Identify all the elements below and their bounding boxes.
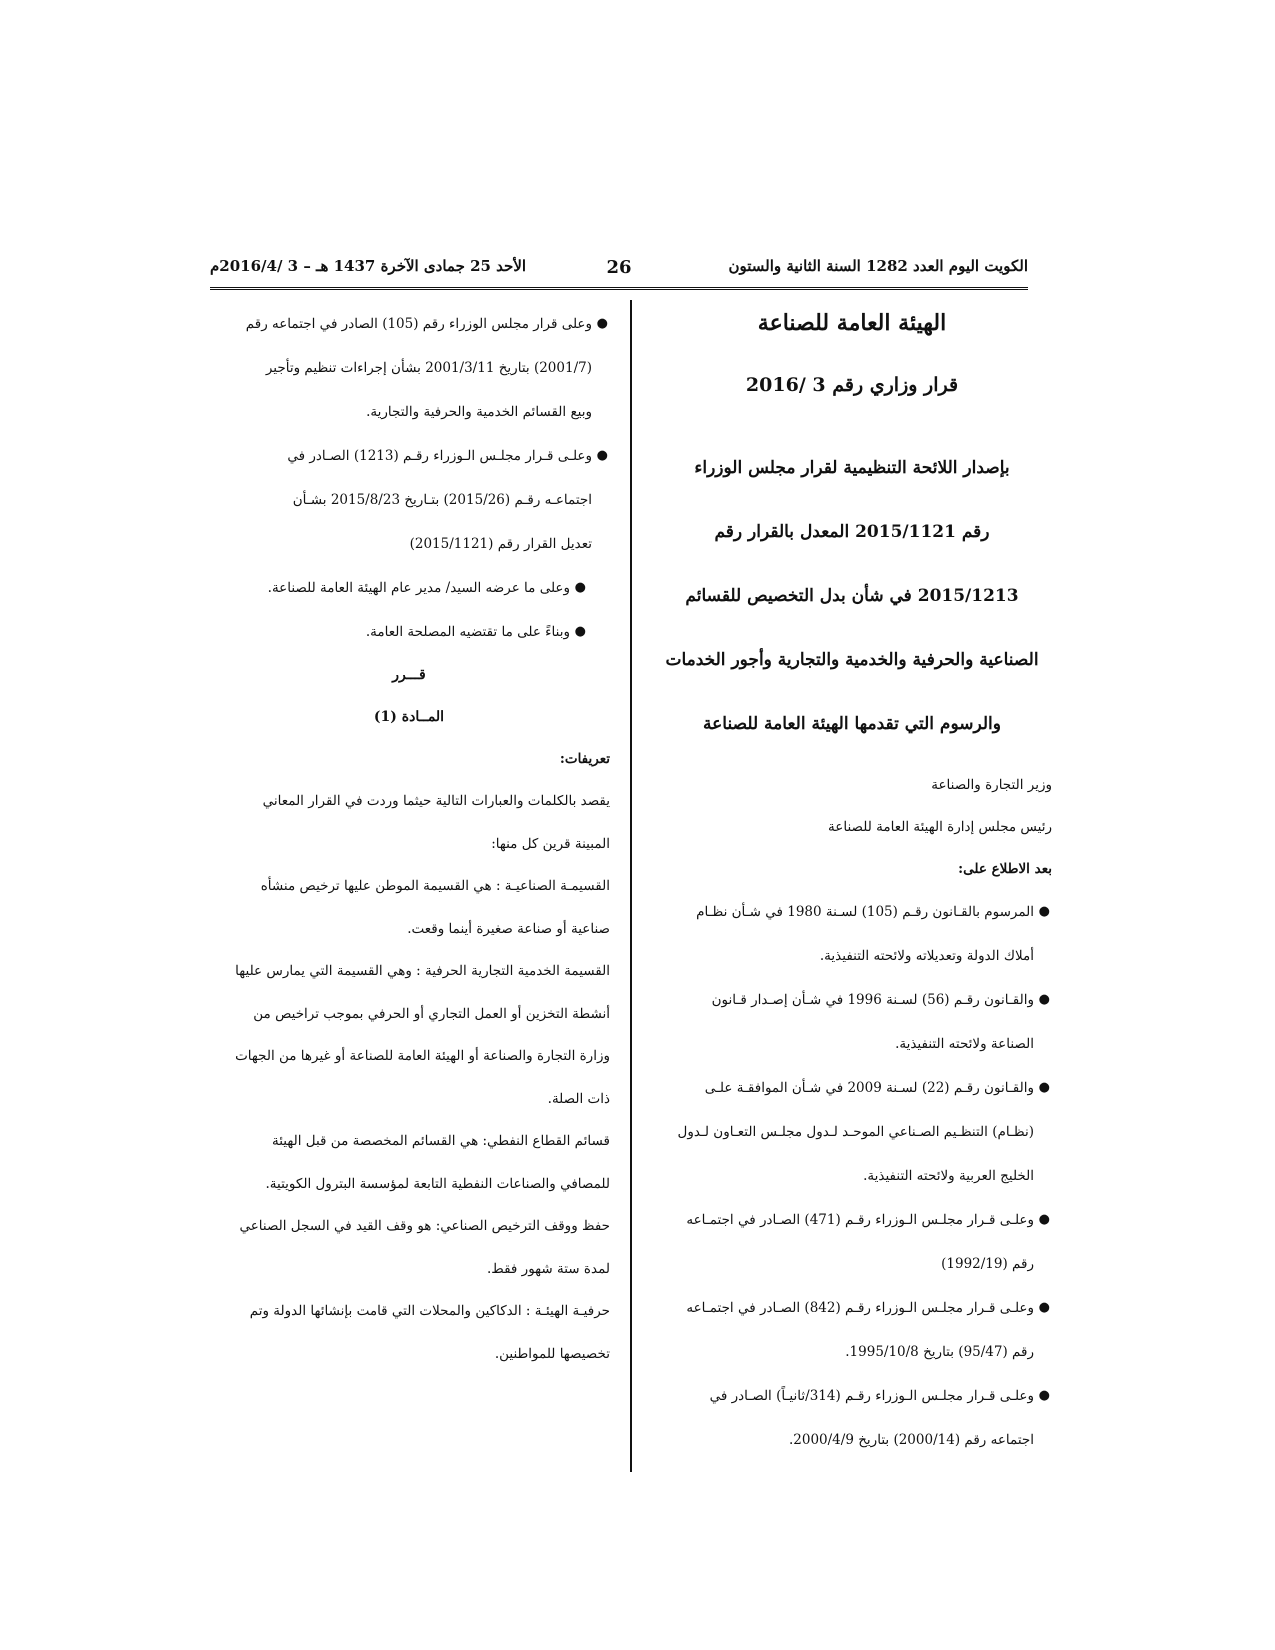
list-item: [208, 434, 610, 566]
decree-title-line: بإصدار اللائحة التنظيمية لقرار مجلس الوزراء: [694, 458, 1010, 478]
bullet-icon: ●: [574, 624, 586, 639]
list-item-text: المرسوم بالقـانون رقـم (105) لسـنة 1980 في شـأن نظـام: [696, 904, 1034, 920]
list-item-text: وعلـى قـرار مجلـس الـوزراء رقـم (842) الصـادر في اجتمـاعه: [686, 1300, 1034, 1316]
bullet-icon: ●: [574, 580, 586, 595]
bullet-icon: ●: [1038, 1388, 1050, 1403]
list-item: [652, 1286, 1052, 1374]
paragraph-line: المبينة قرين كل منها:: [491, 835, 610, 852]
after-review-line: بعد الاطلاع على:: [958, 861, 1052, 877]
paragraph-line: حرفيـة الهيئـة : الدكاكين والمحلات التي قامت بإنشائها الدولة وتم: [249, 1303, 610, 1319]
list-item-text: الصناعة ولائحته التنفيذية.: [895, 1036, 1034, 1052]
bullet-icon: ●: [1038, 1080, 1050, 1095]
paragraph-line: حفظ ووقف الترخيص الصناعي: هو وقف القيد في السجل الصناعي: [239, 1218, 610, 1234]
list-item-text: وعلى قرار مجلس الوزراء رقم (105) الصادر في اجتماعه رقم: [245, 316, 592, 332]
list-item-text: وبيع القسائم الخدمية والحرفية والتجارية.: [366, 404, 592, 420]
paragraph-line: القسيمـة الصناعيـة : هي القسيمة الموطن عليها ترخيص منشأه: [260, 878, 610, 894]
paragraph-line: وزارة التجارة والصناعة أو الهيئة العامة للصناعة أو غيرها من الجهات: [235, 1048, 610, 1064]
bullet-icon: ●: [1038, 904, 1050, 919]
paragraph-line: صناعية أو صناعة صغيرة أينما وقعت.: [407, 920, 610, 937]
article-heading: المــادة (1): [373, 709, 445, 725]
list-item-text: رقم (1992/19): [941, 1256, 1034, 1272]
list-item: [652, 978, 1052, 1066]
bullet-icon: ●: [596, 448, 608, 463]
column-divider: [630, 300, 632, 1472]
list-item: [208, 610, 610, 654]
definition-item: [208, 950, 610, 1120]
bullet-icon: ●: [1038, 1212, 1050, 1227]
paragraph-line: يقصد بالكلمات والعبارات التالية حيثما وردت في القرار المعاني: [262, 793, 610, 809]
definition-item: [208, 1290, 610, 1375]
list-item: [652, 1374, 1052, 1462]
decree-title-line: رقم 2015/1121 المعدل بالقرار رقم: [714, 522, 990, 542]
right-column: [652, 302, 1052, 1462]
definitions-intro: [208, 780, 610, 865]
left-column: [208, 302, 610, 1375]
list-item: [652, 1198, 1052, 1286]
gazette-issue: الكويت اليوم العدد 1282 السنة الثانية والستون: [728, 257, 1028, 275]
paragraph-line: للمصافي والصناعات النفطية التابعة لمؤسسة البترول الكويتية.: [265, 1175, 610, 1192]
list-item-text: اجتماعـه رقـم (2015/26) بتـاريخ 2015/8/23 بشـأن: [292, 492, 592, 508]
minister-line: وزير التجارة والصناعة: [931, 777, 1052, 793]
paragraph-line: ذات الصلة.: [547, 1090, 610, 1107]
list-item-text: وعلى ما عرضه السيد/ مدير عام الهيئة العامة للصناعة.: [267, 580, 570, 596]
decree-title-line: والرسوم التي تقدمها الهيئة العامة للصناعة: [703, 714, 1001, 734]
decided-heading: قـــرر: [392, 667, 426, 683]
page-header: [210, 257, 1028, 285]
list-item-text: والقـانون رقـم (56) لسـنة 1996 في شـأن إصـدار قـانون: [711, 992, 1034, 1008]
paragraph-line: لمدة ستة شهور فقط.: [487, 1260, 610, 1277]
authority-title: الهيئة العامة للصناعة: [757, 310, 947, 336]
list-item-text: وبناءً على ما تقتضيه المصلحة العامة.: [365, 624, 570, 640]
list-item-text: وعلـى قـرار مجلـس الـوزراء رقـم (314/ثانيـاً) الصـادر في: [709, 1388, 1034, 1404]
list-item-text: الخليج العربية ولائحته التنفيذية.: [863, 1168, 1034, 1184]
list-item-text: (2001/7) بتاريخ 2001/3/11 بشأن إجراءات تنظيم وتأجير: [265, 360, 592, 376]
definition-item: [208, 865, 610, 950]
list-item-text: رقم (95/47) بتاريخ 1995/10/8.: [845, 1344, 1034, 1360]
list-item: [208, 302, 610, 434]
list-item-text: تعديل القرار رقم (2015/1121): [409, 536, 592, 552]
decree-title-line: 2015/1213 في شأن بدل التخصيص للقسائم: [685, 586, 1019, 606]
paragraph-line: القسيمة الخدمية التجارية الحرفية : وهي القسيمة التي يمارس عليها: [235, 963, 610, 979]
list-item: [208, 566, 610, 610]
preamble-list-continued: [208, 302, 610, 654]
issue-date: الأحد 25 جمادى الآخرة 1437 هـ – 3 /2016/4م: [210, 257, 527, 275]
definition-item: [208, 1205, 610, 1290]
bullet-icon: ●: [1038, 1300, 1050, 1315]
list-item-text: وعلـى قـرار مجلـس الـوزراء رقـم (471) الصـادر في اجتمـاعه: [686, 1212, 1034, 1228]
list-item: [652, 1066, 1052, 1198]
page-number: 26: [606, 257, 632, 278]
definitions-heading: تعريفات:: [559, 751, 610, 767]
header-rule: [210, 287, 1028, 290]
bullet-icon: ●: [1038, 992, 1050, 1007]
preamble-list: [652, 890, 1052, 1462]
paragraph-line: قسائم القطاع النفطي: هي القسائم المخصصة من قبل الهيئة: [272, 1133, 610, 1149]
list-item-text: اجتماعه رقم (2000/14) بتاريخ 2000/4/9.: [788, 1432, 1034, 1448]
decree-title-line: الصناعية والحرفية والخدمية والتجارية وأجور الخدمات: [665, 650, 1039, 670]
board-chair-line: رئيس مجلس إدارة الهيئة العامة للصناعة: [828, 819, 1052, 835]
paragraph-line: تخصيصها للمواطنين.: [494, 1345, 610, 1362]
definition-item: [208, 1120, 610, 1205]
list-item-text: أملاك الدولة وتعديلاته ولائحته التنفيذية.: [819, 948, 1034, 964]
list-item-text: (نظـام) التنظـيم الصـناعي الموحـد لـدول مجلـس التعـاون لـدول: [677, 1124, 1034, 1140]
list-item-text: وعلـى قـرار مجلـس الـوزراء رقـم (1213) الصـادر في: [287, 448, 592, 464]
bullet-icon: ●: [596, 316, 608, 331]
list-item-text: والقـانون رقـم (22) لسـنة 2009 في شـأن الموافقـة علـى: [704, 1080, 1034, 1096]
decree-number: قرار وزاري رقم 3 /2016: [745, 374, 959, 396]
decree-title: [652, 436, 1052, 756]
list-item: [652, 890, 1052, 978]
paragraph-line: أنشطة التخزين أو العمل التجاري أو الحرفي بموجب تراخيص من: [253, 1005, 610, 1022]
